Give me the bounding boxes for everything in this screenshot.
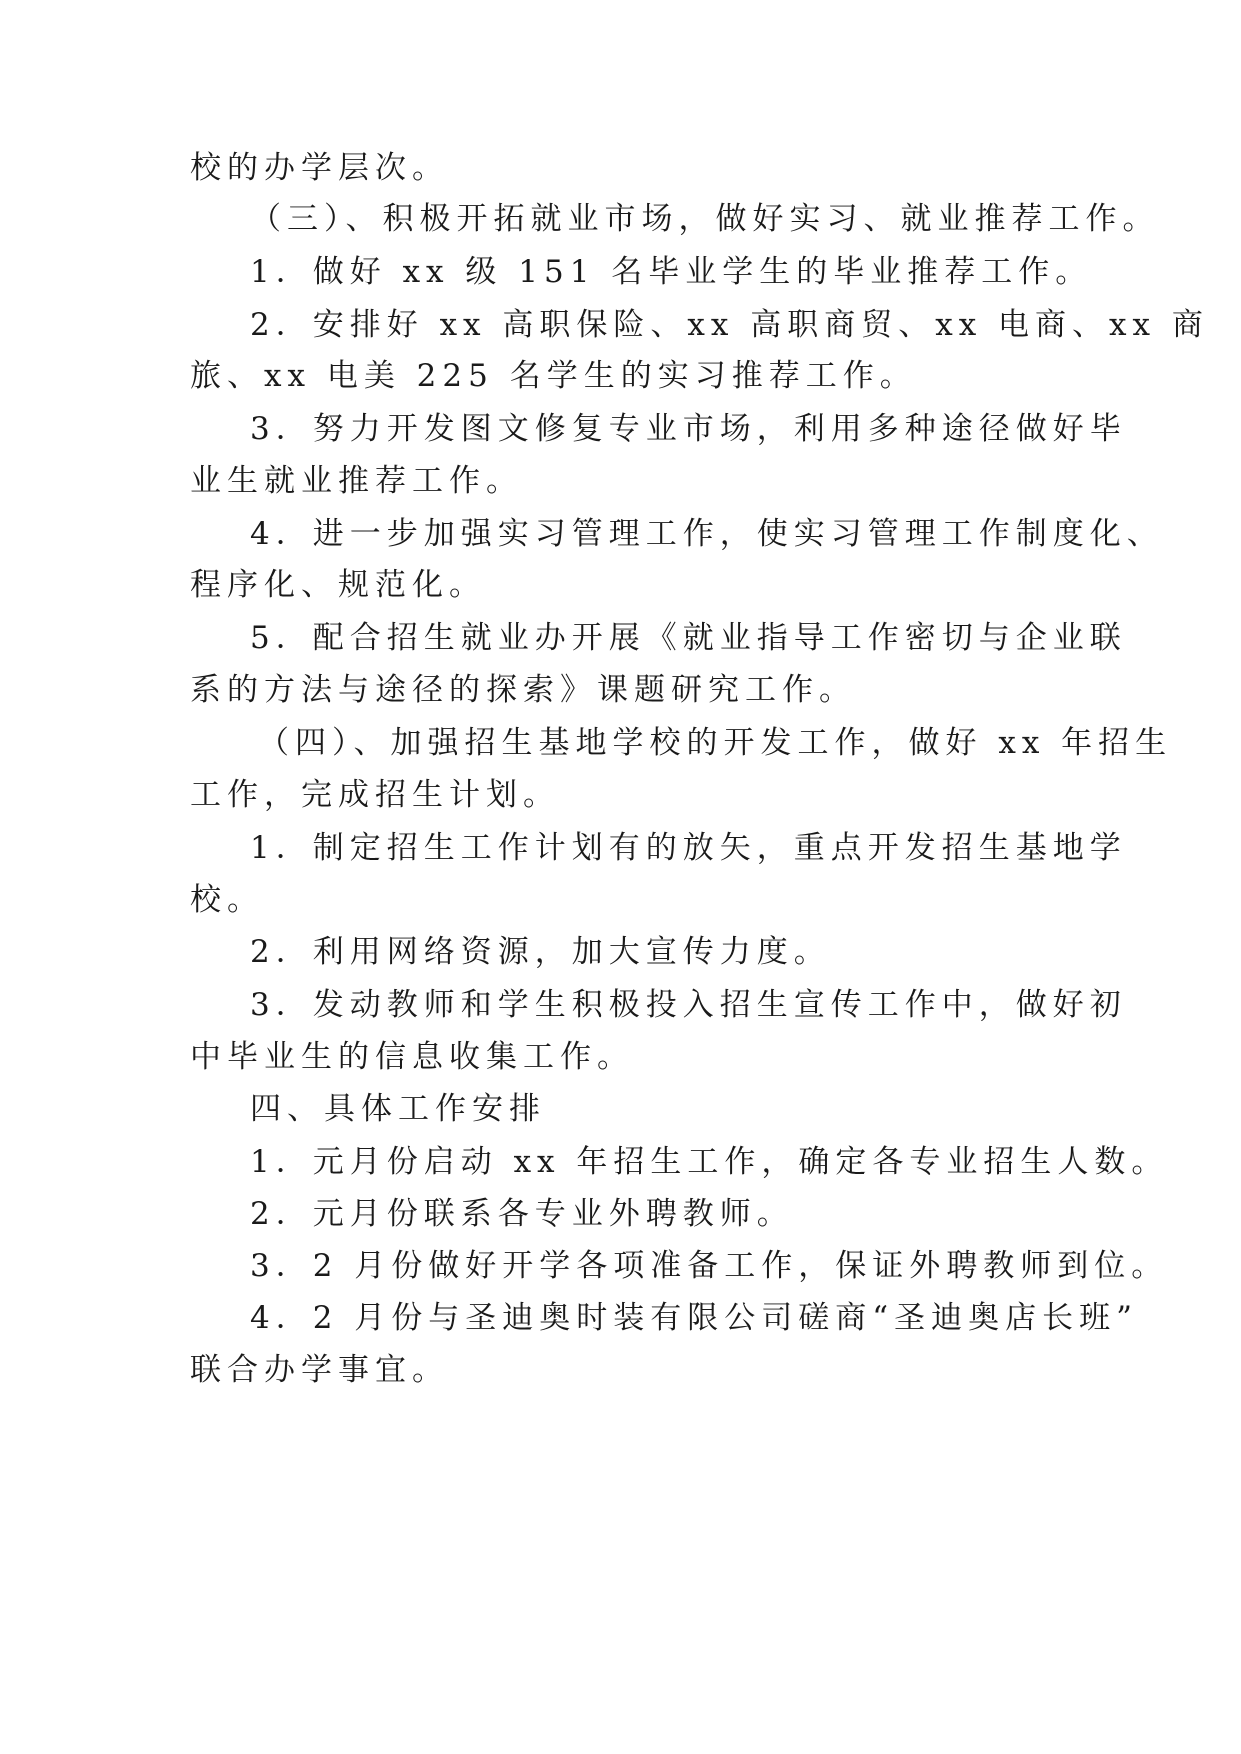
- list-item: 1．做好 xx 级 151 名毕业学生的毕业推荐工作。: [250, 254, 1093, 290]
- text-line: 程序化、规范化。: [190, 567, 486, 603]
- list-item: 1．元月份启动 xx 年招生工作，确定各专业招生人数。: [250, 1144, 1169, 1180]
- text-line: 校的办学层次。: [190, 150, 449, 186]
- list-item: 2．利用网络资源，加大宣传力度。: [250, 934, 831, 970]
- list-item: 3．发动教师和学生积极投入招生宣传工作中，做好初: [250, 987, 1127, 1023]
- section-heading: （三）、积极开拓就业市场，做好实习、就业推荐工作。: [250, 201, 1160, 237]
- text-line: 业生就业推荐工作。: [190, 463, 523, 499]
- text-line: 工作，完成招生计划。: [190, 777, 560, 813]
- list-item: 2．元月份联系各专业外聘教师。: [250, 1196, 794, 1232]
- text-line: 系的方法与途径的探索》课题研究工作。: [190, 672, 856, 708]
- list-item: 3．2 月份做好开学各项准备工作，保证外聘教师到位。: [250, 1248, 1169, 1284]
- list-item: 1．制定招生工作计划有的放矢，重点开发招生基地学: [250, 830, 1127, 866]
- list-item: 4．2 月份与圣迪奥时装有限公司磋商“圣迪奥店长班”: [250, 1300, 1138, 1336]
- text-line: 校。: [190, 882, 264, 918]
- text-line: 旅、xx 电美 225 名学生的实习推荐工作。: [190, 358, 917, 394]
- text-line: 联合办学事宜。: [190, 1352, 449, 1388]
- section-heading: （四）、加强招生基地学校的开发工作，做好 xx 年招生: [258, 725, 1173, 761]
- list-item: 5．配合招生就业办开展《就业指导工作密切与企业联: [250, 620, 1127, 656]
- list-item: 2．安排好 xx 高职保险、xx 高职商贸、xx 电商、xx 商: [250, 307, 1209, 343]
- list-item: 4．进一步加强实习管理工作，使实习管理工作制度化、: [250, 516, 1164, 552]
- section-heading: 四、具体工作安排: [250, 1091, 546, 1127]
- list-item: 3．努力开发图文修复专业市场，利用多种途径做好毕: [250, 411, 1127, 447]
- text-line: 中毕业生的信息收集工作。: [190, 1039, 634, 1075]
